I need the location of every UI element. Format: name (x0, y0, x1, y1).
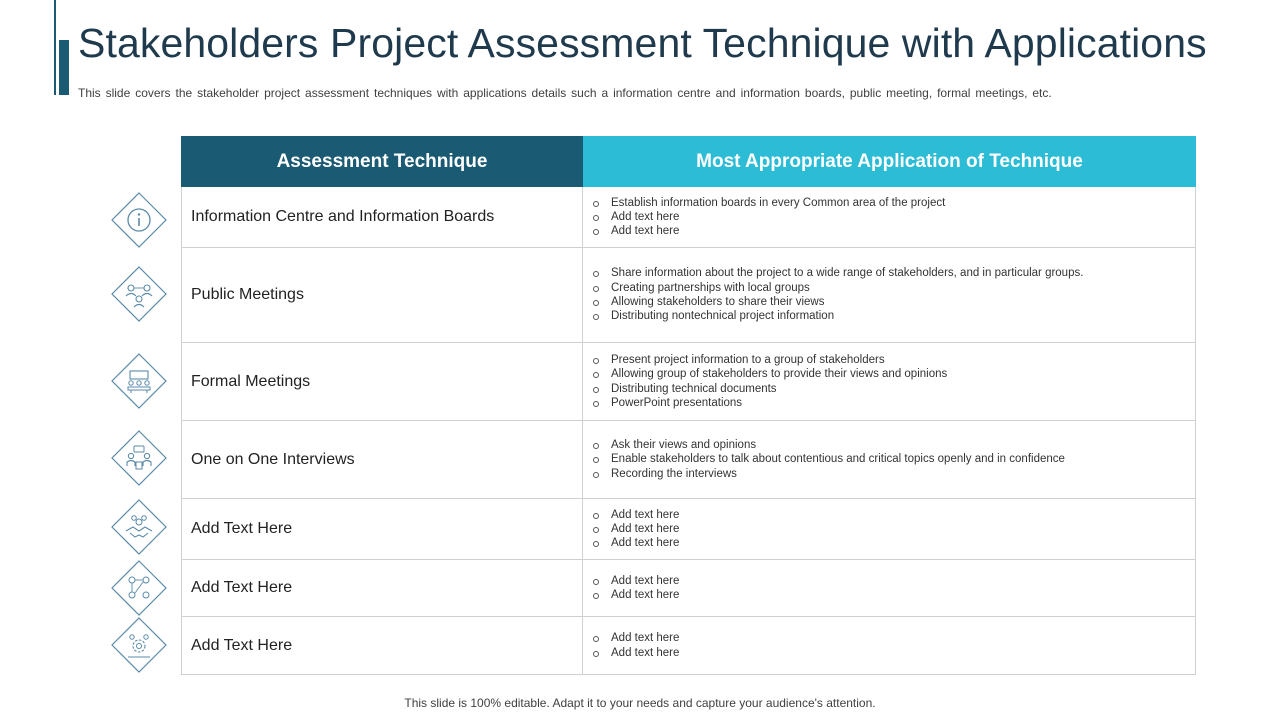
title-accent-line (54, 0, 56, 95)
list-item: PowerPoint presentations (593, 396, 947, 410)
list-item: Allowing group of stakeholders to provide their views and opinions (593, 367, 947, 381)
list-item: Share information about the project to a wide range of stakeholders, and in particular groups. (593, 266, 1083, 280)
application-cell (583, 248, 1196, 342)
list-item: Creating partnerships with local groups (593, 281, 1083, 295)
table-row (181, 187, 1196, 248)
interview-icon (111, 430, 167, 486)
list-item: Add text here (593, 210, 945, 224)
technique-cell: Information Centre and Information Boards (181, 187, 583, 247)
list-item: Add text here (593, 536, 679, 550)
application-cell (583, 343, 1196, 420)
table-row (181, 343, 1196, 421)
footer-note: This slide is 100% editable. Adapt it to your needs and capture your audience's attention. (404, 696, 876, 710)
technique-cell: Formal Meetings (181, 343, 583, 420)
list-item: Ask their views and opinions (593, 438, 1065, 452)
application-cell (583, 617, 1196, 674)
application-list (593, 574, 679, 603)
technique-cell: Public Meetings (181, 248, 583, 342)
application-list (593, 631, 679, 660)
application-list (593, 353, 947, 410)
list-item: Enable stakeholders to talk about contentious and critical topics openly and in confidence (593, 452, 1065, 466)
people-network-icon (111, 266, 167, 322)
list-item: Distributing nontechnical project information (593, 309, 1083, 323)
list-item: Present project information to a group of stakeholders (593, 353, 947, 367)
table-header (181, 136, 1196, 187)
application-list (593, 438, 1065, 481)
technique-cell: One on One Interviews (181, 421, 583, 498)
meeting-table-icon (111, 353, 167, 409)
title-accent-bar (59, 40, 69, 95)
page-subtitle: This slide covers the stakeholder project assessment techniques with applications details such a information centre and information boards, public meeting, formal meetings, etc. (78, 86, 1052, 100)
list-item: Allowing stakeholders to share their views (593, 295, 1083, 309)
technique-cell: Add Text Here (181, 499, 583, 559)
table-row (181, 560, 1196, 617)
list-item: Add text here (593, 646, 679, 660)
assessment-table (181, 136, 1196, 675)
team-gear-icon (111, 617, 167, 673)
list-item: Add text here (593, 224, 945, 238)
table-row (181, 499, 1196, 560)
table-row (181, 421, 1196, 499)
application-cell (583, 187, 1196, 247)
application-cell (583, 421, 1196, 498)
table-row (181, 617, 1196, 675)
column-header-technique: Assessment Technique (181, 136, 583, 187)
column-header-application: Most Appropriate Application of Technique (583, 136, 1196, 187)
application-list (593, 508, 679, 551)
list-item: Add text here (593, 574, 679, 588)
list-item: Add text here (593, 508, 679, 522)
technique-cell: Add Text Here (181, 617, 583, 674)
application-list (593, 266, 1083, 323)
list-item: Add text here (593, 588, 679, 602)
technique-cell: Add Text Here (181, 560, 583, 616)
org-chart-icon (111, 560, 167, 616)
application-cell (583, 499, 1196, 559)
list-item: Distributing technical documents (593, 382, 947, 396)
table-row (181, 248, 1196, 343)
list-item: Establish information boards in every Common area of the project (593, 196, 945, 210)
page-title: Stakeholders Project Assessment Technique with Applications (78, 20, 1207, 66)
list-item: Recording the interviews (593, 467, 1065, 481)
list-item: Add text here (593, 631, 679, 645)
info-icon (111, 192, 167, 248)
application-cell (583, 560, 1196, 616)
handshake-icon (111, 499, 167, 555)
list-item: Add text here (593, 522, 679, 536)
application-list (593, 196, 945, 239)
